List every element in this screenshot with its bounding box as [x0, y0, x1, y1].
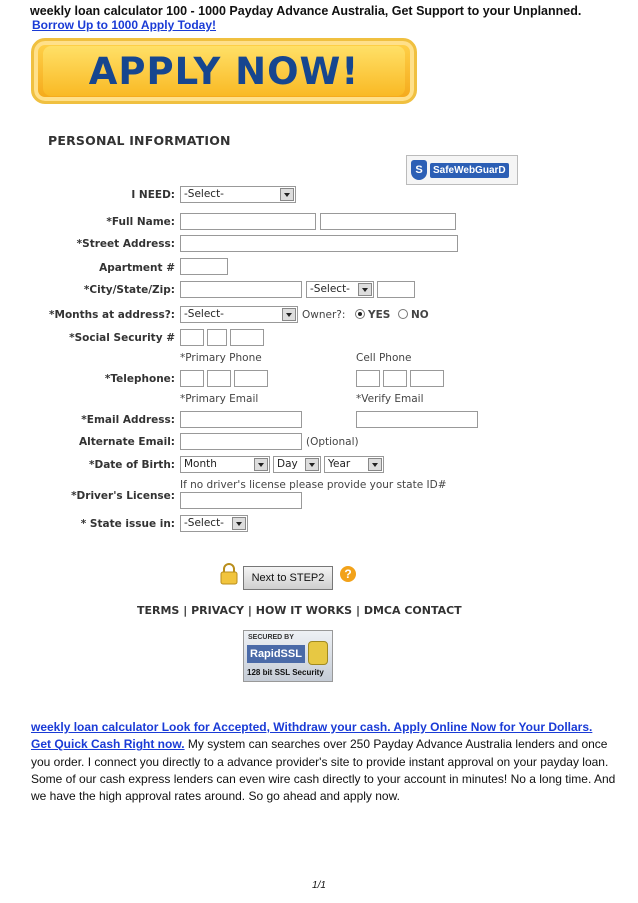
lock-icon [220, 563, 238, 585]
owner-no-label: NO [411, 309, 429, 321]
ssn-part1-input[interactable] [180, 329, 204, 346]
months-label: *Months at address?: [49, 309, 175, 321]
page-title: weekly loan calculator 100 - 1000 Payday Advance Australia, Get Support to your Unplanned. [30, 4, 582, 18]
street-label: *Street Address: [76, 238, 175, 250]
i-need-label: I NEED: [131, 189, 175, 201]
verify-email-input[interactable] [356, 411, 478, 428]
owner-no-radio[interactable] [398, 309, 408, 319]
full-name-label: *Full Name: [106, 216, 175, 228]
dob-day-value: Day [277, 458, 298, 470]
how-it-works-link[interactable]: HOW IT WORKS [255, 604, 353, 617]
shield-icon: S [411, 160, 427, 180]
ssl-brand: RapidSSL [247, 645, 305, 663]
owner-label: Owner?: [302, 309, 346, 321]
street-input[interactable] [180, 235, 458, 252]
state-issue-select[interactable] [180, 515, 248, 532]
apply-now-label: APPLY NOW! [88, 49, 360, 93]
help-icon[interactable]: ? [340, 566, 356, 582]
phone-line-input[interactable] [234, 370, 268, 387]
cell-area-input[interactable] [356, 370, 380, 387]
email-input[interactable] [180, 411, 302, 428]
owner-yes-radio[interactable] [355, 309, 365, 319]
first-name-input[interactable] [180, 213, 316, 230]
link-separator: | [183, 604, 188, 617]
page-number: 1/1 [312, 880, 326, 891]
terms-link[interactable]: TERMS [137, 604, 180, 617]
dmca-contact-link[interactable]: DMCA CONTACT [363, 604, 462, 617]
ssn-part2-input[interactable] [207, 329, 227, 346]
primary-email-hint: *Primary Email [180, 393, 259, 405]
telephone-label: *Telephone: [104, 373, 175, 385]
alt-email-label: Alternate Email: [79, 436, 175, 448]
footer-links [137, 604, 462, 617]
alt-email-input[interactable] [180, 433, 302, 450]
state-issue-value: -Select- [184, 517, 224, 529]
verify-email-hint: *Verify Email [356, 393, 424, 405]
body-paragraph [31, 719, 616, 805]
state-issue-label: * State issue in: [80, 518, 175, 530]
chevron-down-icon [305, 458, 319, 471]
privacy-link[interactable]: PRIVACY [191, 604, 245, 617]
link-separator: | [355, 604, 360, 617]
phone-prefix-input[interactable] [207, 370, 231, 387]
body-text: My system can searches over 250 Payday Advance Australia lenders and once you order. I connect you directly to a advance provider's site to provide instant approval on your payday loan. Some of our cash express lenders can even wire cash directly to your account in minutes! No a long time. And we have the high approval rates around. So go ahead and apply now. [31, 737, 616, 804]
i-need-select[interactable] [180, 186, 296, 203]
section-heading: PERSONAL INFORMATION [48, 133, 231, 148]
city-input[interactable] [180, 281, 302, 298]
dob-month-value: Month [184, 458, 217, 470]
chevron-down-icon [358, 283, 372, 296]
cell-phone-hint: Cell Phone [356, 352, 412, 364]
apply-now-button[interactable] [31, 38, 417, 104]
apartment-input[interactable] [180, 258, 228, 275]
dob-label: *Date of Birth: [89, 459, 175, 471]
chevron-down-icon [368, 458, 382, 471]
link-separator: | [247, 604, 252, 617]
dob-month-select[interactable] [180, 456, 270, 473]
state-value: -Select- [310, 283, 350, 295]
rapidssl-badge [243, 630, 333, 682]
license-hint: If no driver's license please provide your state ID# [180, 479, 447, 491]
i-need-value: -Select- [184, 188, 224, 200]
ssn-label: *Social Security # [69, 332, 175, 344]
padlock-icon [308, 641, 328, 665]
safewebguard-text: SafeWebGuarD [430, 163, 509, 178]
phone-area-input[interactable] [180, 370, 204, 387]
chevron-down-icon [254, 458, 268, 471]
months-select[interactable] [180, 306, 298, 323]
chevron-down-icon [280, 188, 294, 201]
chevron-down-icon [232, 517, 246, 530]
body-link-2[interactable]: Get Quick Cash Right now. [31, 737, 185, 752]
dob-year-select[interactable] [324, 456, 384, 473]
cell-line-input[interactable] [410, 370, 444, 387]
license-input[interactable] [180, 492, 302, 509]
apply-now-inner [43, 46, 405, 96]
dob-day-select[interactable] [273, 456, 321, 473]
license-label: *Driver's License: [71, 490, 175, 502]
borrow-link[interactable]: Borrow Up to 1000 Apply Today! [32, 18, 217, 32]
owner-yes-label: YES [368, 309, 391, 321]
ssn-part3-input[interactable] [230, 329, 264, 346]
optional-hint: (Optional) [306, 436, 359, 448]
state-select[interactable] [306, 281, 374, 298]
zip-input[interactable] [377, 281, 415, 298]
ssl-secured-by: SECURED BY [248, 634, 294, 641]
safewebguard-badge [406, 155, 518, 185]
body-link-1[interactable]: weekly loan calculator Look for Accepted, Withdraw your cash. Apply Online Now for Your Dollars. [31, 720, 593, 734]
ssl-strength: 128 bit SSL Security [247, 668, 324, 677]
primary-phone-hint: *Primary Phone [180, 352, 262, 364]
chevron-down-icon [282, 308, 296, 321]
city-state-zip-label: *City/State/Zip: [83, 284, 175, 296]
apartment-label: Apartment # [99, 262, 175, 274]
dob-year-value: Year [328, 458, 351, 470]
cell-prefix-input[interactable] [383, 370, 407, 387]
email-label: *Email Address: [81, 414, 175, 426]
months-value: -Select- [184, 308, 224, 320]
last-name-input[interactable] [320, 213, 456, 230]
next-step-button[interactable]: Next to STEP2 [243, 566, 333, 590]
